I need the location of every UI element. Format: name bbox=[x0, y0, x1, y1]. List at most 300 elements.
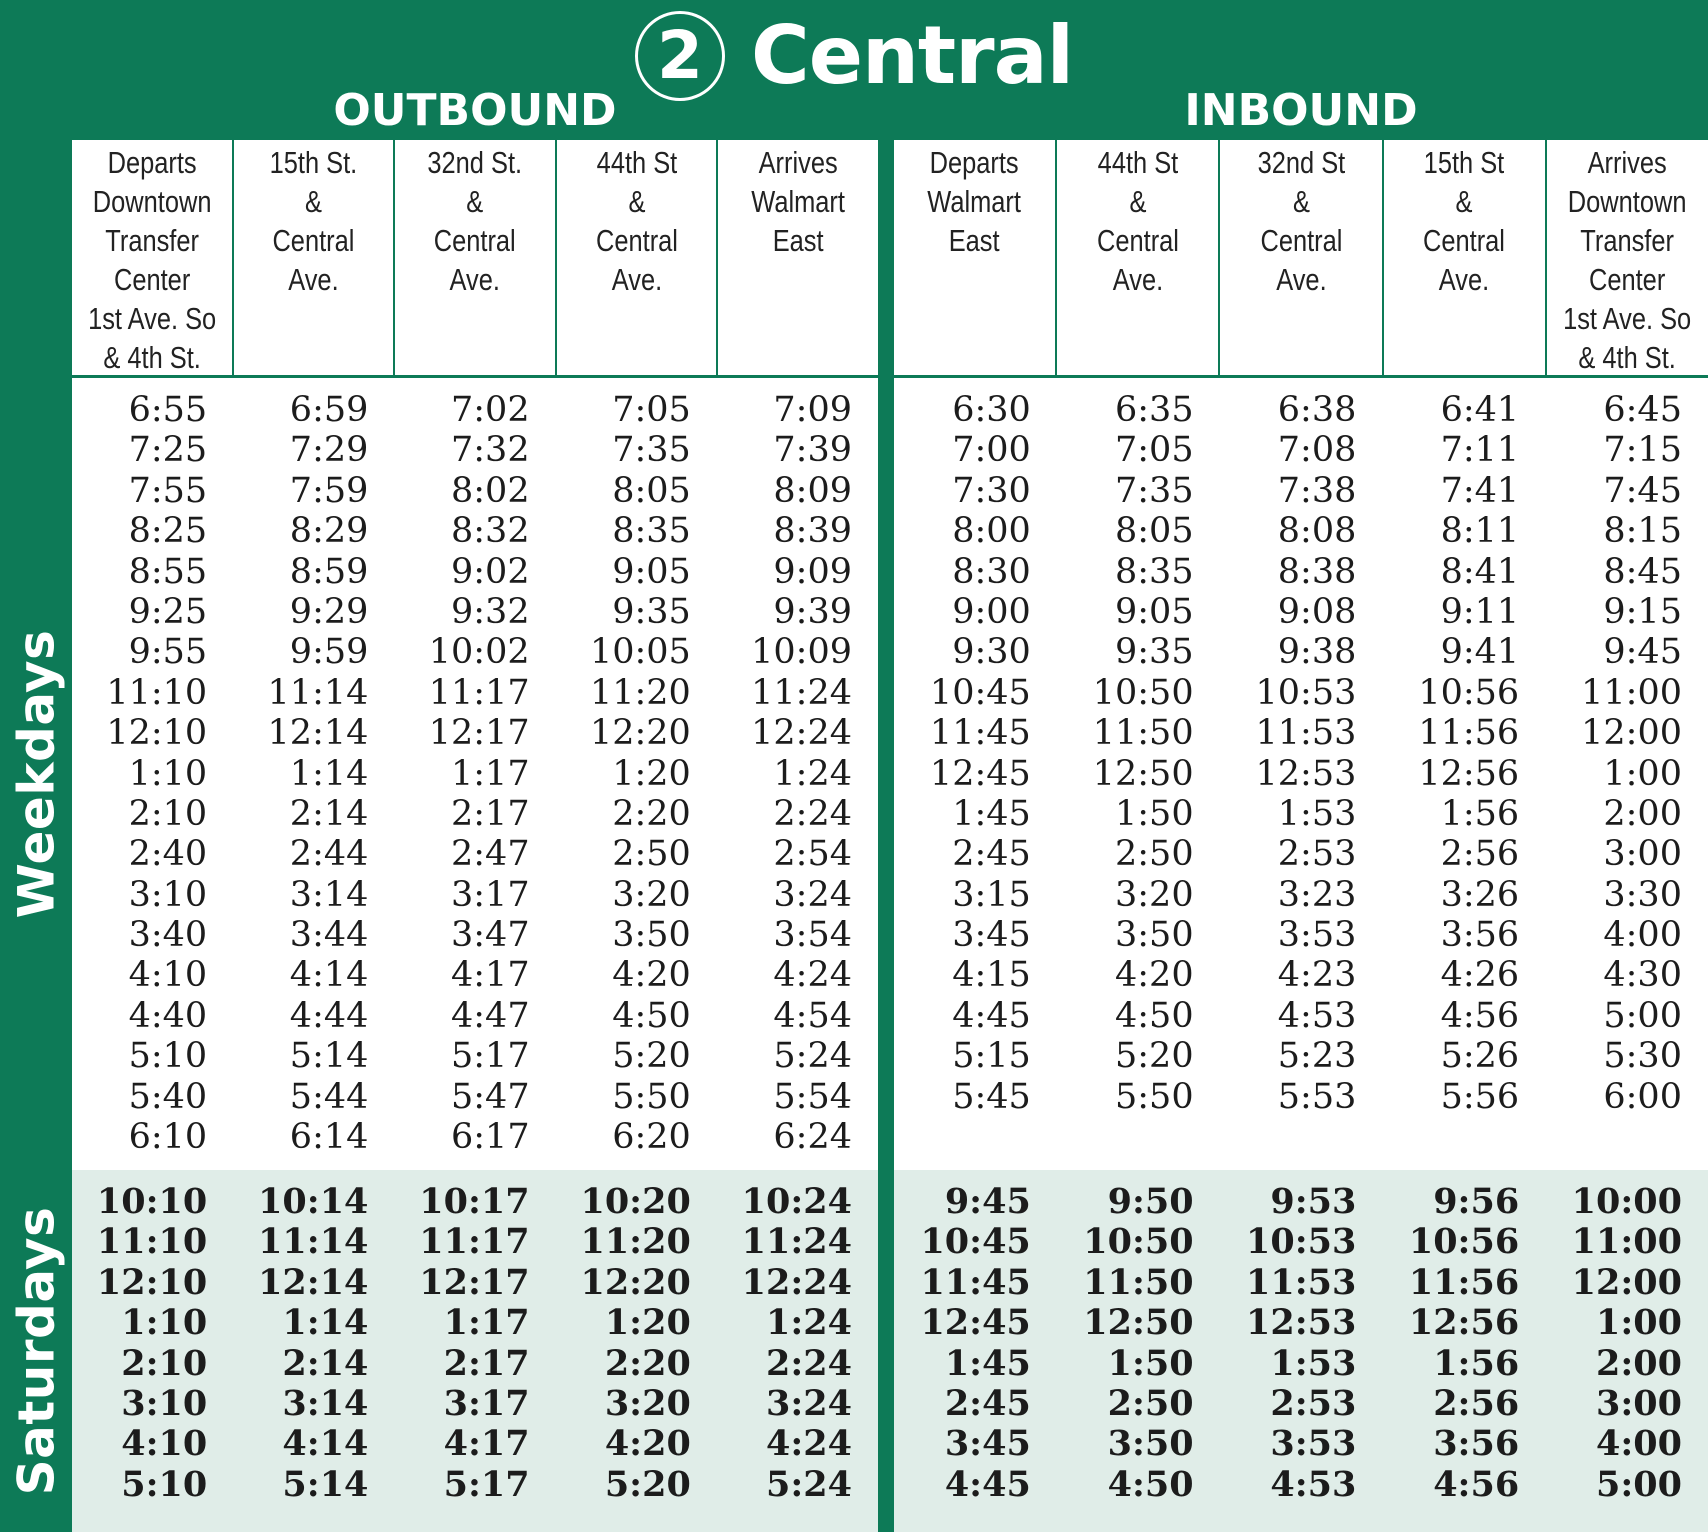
time-cell: 1:17 bbox=[451, 753, 530, 794]
time-cell: 4:17 bbox=[443, 1423, 530, 1465]
time-cell: 3:10 bbox=[121, 1382, 208, 1424]
time-cell: 12:56 bbox=[1418, 753, 1520, 794]
time-cell: 4:56 bbox=[1433, 1463, 1520, 1505]
time-cell: 12:50 bbox=[1083, 1302, 1194, 1344]
time-cell: 2:54 bbox=[773, 834, 853, 875]
inbound-header-stop-5: Arrives Downtown Transfer Center 1st Ave. So & 4th St. bbox=[1563, 145, 1692, 375]
time-cell: 5:44 bbox=[289, 1076, 369, 1117]
time-cell: 9:53 bbox=[1270, 1181, 1357, 1222]
time-cell: 11:20 bbox=[589, 672, 691, 713]
time-cell: 5:50 bbox=[1114, 1076, 1194, 1117]
time-cell: 3:10 bbox=[128, 874, 208, 915]
time-cell: 3:20 bbox=[1114, 874, 1194, 915]
time-cell: 8:55 bbox=[128, 551, 208, 592]
outbound-weekday-row bbox=[72, 1117, 878, 1157]
time-cell: 4:10 bbox=[121, 1423, 208, 1465]
outbound-header-row bbox=[72, 140, 878, 378]
time-cell: 8:29 bbox=[289, 511, 369, 552]
time-cell: 7:35 bbox=[612, 430, 691, 471]
inbound-weekday-row bbox=[894, 673, 1708, 713]
time-cell: 4:53 bbox=[1270, 1463, 1357, 1505]
time-cell: 7:25 bbox=[128, 430, 208, 471]
time-cell: 6:55 bbox=[128, 390, 208, 430]
time-cell: 5:50 bbox=[612, 1076, 691, 1117]
time-cell: 8:30 bbox=[952, 551, 1031, 592]
time-cell: 6:10 bbox=[128, 1117, 208, 1158]
time-cell: 6:14 bbox=[289, 1117, 369, 1158]
outbound-weekday-row bbox=[72, 430, 878, 470]
outbound-saturday-row bbox=[72, 1384, 878, 1424]
time-cell: 3:50 bbox=[1107, 1423, 1194, 1465]
time-cell: 3:14 bbox=[289, 874, 369, 915]
outbound-weekday-row bbox=[72, 915, 878, 955]
time-cell: 12:53 bbox=[1255, 753, 1357, 794]
time-cell: 10:10 bbox=[96, 1181, 208, 1222]
time-cell: 9:45 bbox=[1603, 632, 1682, 673]
time-cell: 11:45 bbox=[929, 713, 1031, 754]
time-cell: 11:45 bbox=[920, 1261, 1031, 1303]
time-cell: 12:17 bbox=[428, 713, 530, 754]
time-cell: 4:30 bbox=[1603, 955, 1682, 996]
time-cell: 12:20 bbox=[580, 1261, 691, 1303]
time-cell: 3:54 bbox=[773, 915, 853, 956]
time-cell: 12:20 bbox=[589, 713, 691, 754]
outbound-saturday-row bbox=[72, 1303, 878, 1343]
time-cell: 10:00 bbox=[1571, 1181, 1682, 1222]
time-cell: 12:17 bbox=[419, 1261, 530, 1303]
time-cell: 4:44 bbox=[289, 995, 369, 1036]
time-cell: 4:14 bbox=[289, 955, 369, 996]
time-cell: 12:00 bbox=[1581, 713, 1682, 754]
outbound-weekday-row bbox=[72, 390, 878, 430]
time-cell: 4:45 bbox=[952, 995, 1031, 1036]
time-cell: 10:14 bbox=[258, 1181, 369, 1222]
time-cell: 3:17 bbox=[451, 874, 530, 915]
time-cell: 7:32 bbox=[451, 430, 530, 471]
time-cell: 3:45 bbox=[952, 915, 1031, 956]
time-cell: 1:45 bbox=[952, 793, 1031, 834]
outbound-table bbox=[72, 140, 878, 1532]
time-cell: 4:15 bbox=[952, 955, 1031, 996]
outbound-saturday-row bbox=[72, 1222, 878, 1262]
time-cell: 4:50 bbox=[1107, 1463, 1194, 1505]
time-cell: 5:15 bbox=[952, 1036, 1031, 1077]
time-cell: 9:39 bbox=[773, 591, 853, 632]
time-cell: 3:23 bbox=[1277, 874, 1357, 915]
time-cell: 9:55 bbox=[128, 632, 208, 673]
time-cell: 3:14 bbox=[282, 1382, 369, 1424]
time-cell: 5:54 bbox=[773, 1076, 853, 1117]
time-cell: 2:40 bbox=[128, 834, 208, 875]
time-cell: 4:24 bbox=[766, 1423, 853, 1465]
time-cell: 1:17 bbox=[443, 1302, 530, 1344]
time-cell: 1:14 bbox=[289, 753, 369, 794]
time-cell: 11:10 bbox=[106, 672, 208, 713]
time-cell: 9:35 bbox=[612, 591, 691, 632]
time-cell: 9:05 bbox=[612, 551, 691, 592]
time-cell: 3:24 bbox=[773, 874, 853, 915]
time-cell: 7:29 bbox=[289, 430, 369, 471]
outbound-weekday-row bbox=[72, 794, 878, 834]
time-cell: 2:24 bbox=[773, 793, 853, 834]
time-cell: 5:20 bbox=[612, 1036, 691, 1077]
time-cell: 1:24 bbox=[766, 1302, 853, 1344]
time-cell: 3:56 bbox=[1440, 915, 1520, 956]
time-cell: 10:02 bbox=[428, 632, 530, 673]
time-cell: 10:56 bbox=[1408, 1221, 1520, 1263]
weekdays-section-label bbox=[0, 378, 72, 1170]
time-cell: 5:24 bbox=[773, 1036, 853, 1077]
time-cell: 8:05 bbox=[1114, 511, 1194, 552]
time-cell: 11:00 bbox=[1581, 672, 1682, 713]
time-cell: 2:50 bbox=[1107, 1382, 1194, 1424]
time-cell: 5:17 bbox=[451, 1036, 530, 1077]
time-cell: 11:24 bbox=[741, 1221, 853, 1263]
time-cell: 2:20 bbox=[604, 1342, 691, 1384]
time-cell: 11:53 bbox=[1246, 1261, 1357, 1303]
time-cell: 7:41 bbox=[1440, 470, 1520, 511]
time-cell: 7:05 bbox=[612, 390, 691, 430]
time-cell: 5:10 bbox=[121, 1463, 208, 1505]
inbound-weekday-row bbox=[894, 996, 1708, 1036]
time-cell: 11:17 bbox=[419, 1221, 530, 1263]
inbound-saturday-row bbox=[894, 1303, 1708, 1343]
inbound-saturday-section bbox=[894, 1170, 1708, 1532]
outbound-saturday-row bbox=[72, 1465, 878, 1505]
time-cell: 4:26 bbox=[1440, 955, 1520, 996]
time-cell: 9:32 bbox=[451, 591, 530, 632]
time-cell: 12:24 bbox=[741, 1261, 853, 1303]
time-cell: 3:53 bbox=[1270, 1423, 1357, 1465]
time-cell: 1:50 bbox=[1107, 1342, 1194, 1384]
time-cell: 8:59 bbox=[289, 551, 369, 592]
time-cell: 8:39 bbox=[773, 511, 853, 552]
outbound-header-stop-2: 15th St. & Central Ave. bbox=[234, 140, 396, 375]
time-cell: 4:23 bbox=[1277, 955, 1357, 996]
outbound-header-stop-5: Arrives Walmart East bbox=[751, 145, 846, 258]
time-cell: 4:00 bbox=[1603, 915, 1682, 956]
time-cell: 6:20 bbox=[612, 1117, 691, 1158]
outbound-saturday-row bbox=[72, 1263, 878, 1303]
inbound-weekday-row bbox=[894, 592, 1708, 632]
inbound-saturday-row bbox=[894, 1344, 1708, 1384]
time-cell: 3:44 bbox=[289, 915, 369, 956]
outbound-weekday-row bbox=[72, 996, 878, 1036]
time-cell: 8:45 bbox=[1603, 551, 1682, 592]
time-cell: 11:00 bbox=[1571, 1221, 1682, 1263]
inbound-header-stop-1: Departs Walmart East bbox=[894, 140, 1057, 375]
outbound-saturday-section bbox=[72, 1170, 878, 1532]
time-cell: 1:56 bbox=[1433, 1342, 1520, 1384]
time-cell: 1:00 bbox=[1596, 1302, 1682, 1344]
time-cell: 11:24 bbox=[751, 672, 853, 713]
time-cell: 3:20 bbox=[612, 874, 691, 915]
time-cell: 12:45 bbox=[920, 1302, 1031, 1344]
time-cell: 5:17 bbox=[443, 1463, 530, 1505]
time-cell: 7:09 bbox=[773, 390, 853, 430]
time-cell: 1:20 bbox=[604, 1302, 691, 1344]
weekdays-label-text: Weekdays bbox=[7, 629, 66, 919]
time-cell: 5:40 bbox=[128, 1076, 208, 1117]
outbound-weekday-row bbox=[72, 673, 878, 713]
time-cell: 8:35 bbox=[612, 511, 691, 552]
time-cell: 7:45 bbox=[1603, 470, 1682, 511]
inbound-weekday-row bbox=[894, 1036, 1708, 1076]
time-cell: 2:00 bbox=[1596, 1342, 1682, 1384]
time-cell: 7:59 bbox=[289, 470, 369, 511]
time-cell: 4:40 bbox=[128, 995, 208, 1036]
outbound-weekday-row bbox=[72, 1036, 878, 1076]
time-cell: 9:59 bbox=[289, 632, 369, 673]
time-cell: 5:10 bbox=[128, 1036, 208, 1077]
time-cell: 10:09 bbox=[751, 632, 853, 673]
time-cell: 1:50 bbox=[1114, 793, 1194, 834]
time-cell: 7:11 bbox=[1440, 430, 1520, 471]
time-cell: 4:20 bbox=[1114, 955, 1194, 996]
time-cell: 2:00 bbox=[1603, 793, 1682, 834]
time-cell: 1:00 bbox=[1603, 753, 1682, 794]
inbound-saturday-row bbox=[894, 1222, 1708, 1262]
time-cell: 2:47 bbox=[451, 834, 530, 875]
outbound-weekday-row bbox=[72, 834, 878, 874]
time-cell: 12:24 bbox=[751, 713, 853, 754]
inbound-title: INBOUND bbox=[1184, 84, 1418, 136]
time-cell: 3:24 bbox=[766, 1382, 853, 1424]
time-cell: 10:45 bbox=[929, 672, 1031, 713]
inbound-header-row bbox=[894, 140, 1708, 378]
time-cell: 3:50 bbox=[612, 915, 691, 956]
time-cell: 12:00 bbox=[1571, 1261, 1682, 1303]
outbound-header-stop-3: 32nd St. & Central Ave. bbox=[395, 140, 557, 375]
inbound-weekday-row bbox=[894, 552, 1708, 592]
time-cell: 10:56 bbox=[1418, 672, 1520, 713]
time-cell: 1:45 bbox=[944, 1342, 1031, 1384]
time-cell: 7:39 bbox=[773, 430, 853, 471]
time-cell: 5:20 bbox=[1114, 1036, 1194, 1077]
time-cell: 4:20 bbox=[604, 1423, 691, 1465]
time-cell: 6:17 bbox=[451, 1117, 530, 1158]
time-cell: 5:26 bbox=[1440, 1036, 1520, 1077]
time-cell: 3:17 bbox=[443, 1382, 530, 1424]
outbound-weekday-row bbox=[72, 955, 878, 995]
time-cell: 6:41 bbox=[1440, 390, 1520, 430]
time-cell: 10:53 bbox=[1246, 1221, 1357, 1263]
time-cell: 2:45 bbox=[944, 1382, 1031, 1424]
time-cell: 9:45 bbox=[944, 1181, 1031, 1222]
inbound-weekday-row bbox=[894, 511, 1708, 551]
inbound-weekday-row bbox=[894, 713, 1708, 753]
time-cell: 3:15 bbox=[952, 874, 1031, 915]
time-cell: 6:30 bbox=[952, 390, 1031, 430]
time-cell: 2:50 bbox=[612, 834, 691, 875]
time-cell: 10:17 bbox=[419, 1181, 530, 1222]
outbound-header-stop-1: Departs Downtown Transfer Center 1st Ave. So & 4th St. bbox=[72, 140, 234, 375]
time-cell: 4:53 bbox=[1277, 995, 1357, 1036]
time-cell: 11:20 bbox=[580, 1221, 691, 1263]
time-cell: 2:56 bbox=[1440, 834, 1520, 875]
time-cell: 1:56 bbox=[1440, 793, 1520, 834]
time-cell: 3:20 bbox=[604, 1382, 691, 1424]
outbound-weekday-row bbox=[72, 471, 878, 511]
inbound-weekday-row bbox=[894, 875, 1708, 915]
inbound-saturday-row bbox=[894, 1263, 1708, 1303]
time-cell: 3:26 bbox=[1440, 874, 1520, 915]
time-cell: 10:24 bbox=[741, 1181, 853, 1222]
time-cell: 10:50 bbox=[1092, 672, 1194, 713]
time-cell: 8:35 bbox=[1114, 551, 1194, 592]
time-cell: 5:47 bbox=[451, 1076, 530, 1117]
time-cell: 7:55 bbox=[128, 470, 208, 511]
time-cell: 1:10 bbox=[128, 753, 208, 794]
time-cell: 2:53 bbox=[1270, 1382, 1357, 1424]
time-cell: 4:24 bbox=[773, 955, 853, 996]
time-cell: 7:02 bbox=[451, 390, 530, 430]
time-cell: 3:00 bbox=[1603, 834, 1682, 875]
outbound-header-stop-4: 44th St & Central Ave. bbox=[557, 140, 719, 375]
time-cell: 2:14 bbox=[289, 793, 369, 834]
time-cell: 3:53 bbox=[1277, 915, 1357, 956]
time-cell: 9:35 bbox=[1114, 632, 1194, 673]
time-cell: 3:47 bbox=[451, 915, 530, 956]
time-cell: 6:35 bbox=[1114, 390, 1194, 430]
outbound-weekday-row bbox=[72, 592, 878, 632]
time-cell: 9:00 bbox=[952, 591, 1031, 632]
time-cell: 12:14 bbox=[258, 1261, 369, 1303]
time-cell: 11:10 bbox=[96, 1221, 208, 1263]
inbound-weekday-row bbox=[894, 471, 1708, 511]
time-cell: 4:14 bbox=[282, 1423, 369, 1465]
inbound-weekday-row bbox=[894, 390, 1708, 430]
time-cell: 10:53 bbox=[1255, 672, 1357, 713]
time-cell: 6:45 bbox=[1603, 390, 1682, 430]
time-cell: 9:41 bbox=[1440, 632, 1520, 673]
time-cell: 12:53 bbox=[1246, 1302, 1357, 1344]
time-cell: 5:24 bbox=[766, 1463, 853, 1505]
time-cell: 5:00 bbox=[1603, 995, 1682, 1036]
outbound-weekday-row bbox=[72, 632, 878, 672]
time-cell: 9:29 bbox=[289, 591, 369, 632]
time-cell: 8:09 bbox=[773, 470, 853, 511]
time-cell: 11:56 bbox=[1418, 713, 1520, 754]
time-cell: 4:00 bbox=[1596, 1423, 1682, 1465]
inbound-header-stop-2: 44th St & Central Ave. bbox=[1057, 140, 1220, 375]
time-cell: 4:17 bbox=[451, 955, 530, 996]
inbound-weekday-row bbox=[894, 794, 1708, 834]
time-cell: 2:17 bbox=[451, 793, 530, 834]
time-cell: 9:02 bbox=[451, 551, 530, 592]
time-cell: 5:53 bbox=[1277, 1076, 1357, 1117]
time-cell: 5:14 bbox=[282, 1463, 369, 1505]
time-cell: 11:53 bbox=[1255, 713, 1357, 754]
time-cell: 1:10 bbox=[121, 1302, 208, 1344]
time-cell: 8:11 bbox=[1440, 511, 1520, 552]
time-cell: 11:14 bbox=[258, 1221, 369, 1263]
time-cell: 4:47 bbox=[451, 995, 530, 1036]
time-cell: 8:25 bbox=[128, 511, 208, 552]
time-cell: 9:30 bbox=[952, 632, 1031, 673]
time-cell: 12:10 bbox=[96, 1261, 208, 1303]
time-cell: 5:00 bbox=[1596, 1463, 1682, 1505]
time-cell: 6:24 bbox=[773, 1117, 853, 1158]
time-cell: 12:45 bbox=[929, 753, 1031, 794]
time-cell: 2:56 bbox=[1433, 1382, 1520, 1424]
time-cell: 3:56 bbox=[1433, 1423, 1520, 1465]
inbound-saturday-row bbox=[894, 1424, 1708, 1464]
time-cell: 2:20 bbox=[612, 793, 691, 834]
time-cell: 5:30 bbox=[1603, 1036, 1682, 1077]
time-cell: 8:05 bbox=[612, 470, 691, 511]
time-cell: 2:53 bbox=[1277, 834, 1357, 875]
time-cell: 7:05 bbox=[1114, 430, 1194, 471]
time-cell: 2:14 bbox=[282, 1342, 369, 1384]
time-cell: 1:24 bbox=[773, 753, 853, 794]
time-cell: 9:11 bbox=[1440, 591, 1520, 632]
time-cell: 3:00 bbox=[1596, 1382, 1682, 1424]
time-cell: 7:08 bbox=[1277, 430, 1357, 471]
time-cell: 7:35 bbox=[1114, 470, 1194, 511]
outbound-saturday-row bbox=[72, 1182, 878, 1222]
time-cell: 4:50 bbox=[1114, 995, 1194, 1036]
outbound-weekday-row bbox=[72, 1077, 878, 1117]
time-cell: 3:30 bbox=[1603, 874, 1682, 915]
time-cell: 8:38 bbox=[1277, 551, 1357, 592]
time-cell: 5:56 bbox=[1440, 1076, 1520, 1117]
time-cell: 9:38 bbox=[1277, 632, 1357, 673]
time-cell: 2:10 bbox=[121, 1342, 208, 1384]
time-cell: 8:08 bbox=[1277, 511, 1357, 552]
time-cell: 7:00 bbox=[952, 430, 1031, 471]
time-cell: 10:20 bbox=[580, 1181, 691, 1222]
time-cell: 10:05 bbox=[589, 632, 691, 673]
outbound-weekday-row bbox=[72, 713, 878, 753]
time-cell: 1:20 bbox=[612, 753, 691, 794]
time-cell: 8:02 bbox=[451, 470, 530, 511]
time-cell: 11:50 bbox=[1083, 1261, 1194, 1303]
inbound-saturday-row bbox=[894, 1182, 1708, 1222]
saturdays-label-text: Saturdays bbox=[7, 1206, 66, 1496]
time-cell: 8:00 bbox=[952, 511, 1031, 552]
time-cell: 5:23 bbox=[1277, 1036, 1357, 1077]
time-cell: 8:15 bbox=[1603, 511, 1682, 552]
inbound-weekday-section bbox=[894, 378, 1708, 1170]
outbound-weekday-row bbox=[72, 875, 878, 915]
inbound-header-stop-3: 32nd St & Central Ave. bbox=[1220, 140, 1383, 375]
outbound-saturday-row bbox=[72, 1344, 878, 1384]
time-cell: 2:50 bbox=[1114, 834, 1194, 875]
inbound-weekday-row bbox=[894, 1077, 1708, 1117]
time-cell: 7:38 bbox=[1277, 470, 1357, 511]
time-cell: 4:54 bbox=[773, 995, 853, 1036]
route-name: Central bbox=[750, 9, 1074, 102]
time-cell: 4:56 bbox=[1440, 995, 1520, 1036]
time-cell: 11:56 bbox=[1408, 1261, 1520, 1303]
time-cell: 9:25 bbox=[128, 591, 208, 632]
time-cell: 9:09 bbox=[773, 551, 853, 592]
time-cell: 2:24 bbox=[766, 1342, 853, 1384]
outbound-weekday-row bbox=[72, 511, 878, 551]
route-number: 2 bbox=[657, 17, 703, 94]
inbound-weekday-row bbox=[894, 915, 1708, 955]
time-cell: 7:15 bbox=[1603, 430, 1682, 471]
time-cell: 1:14 bbox=[282, 1302, 369, 1344]
inbound-weekday-row bbox=[894, 430, 1708, 470]
time-cell: 9:15 bbox=[1603, 591, 1682, 632]
inbound-saturday-row bbox=[894, 1384, 1708, 1424]
time-cell: 6:00 bbox=[1603, 1076, 1682, 1117]
time-cell: 12:56 bbox=[1408, 1302, 1520, 1344]
time-cell: 4:20 bbox=[612, 955, 691, 996]
time-cell: 12:14 bbox=[267, 713, 369, 754]
